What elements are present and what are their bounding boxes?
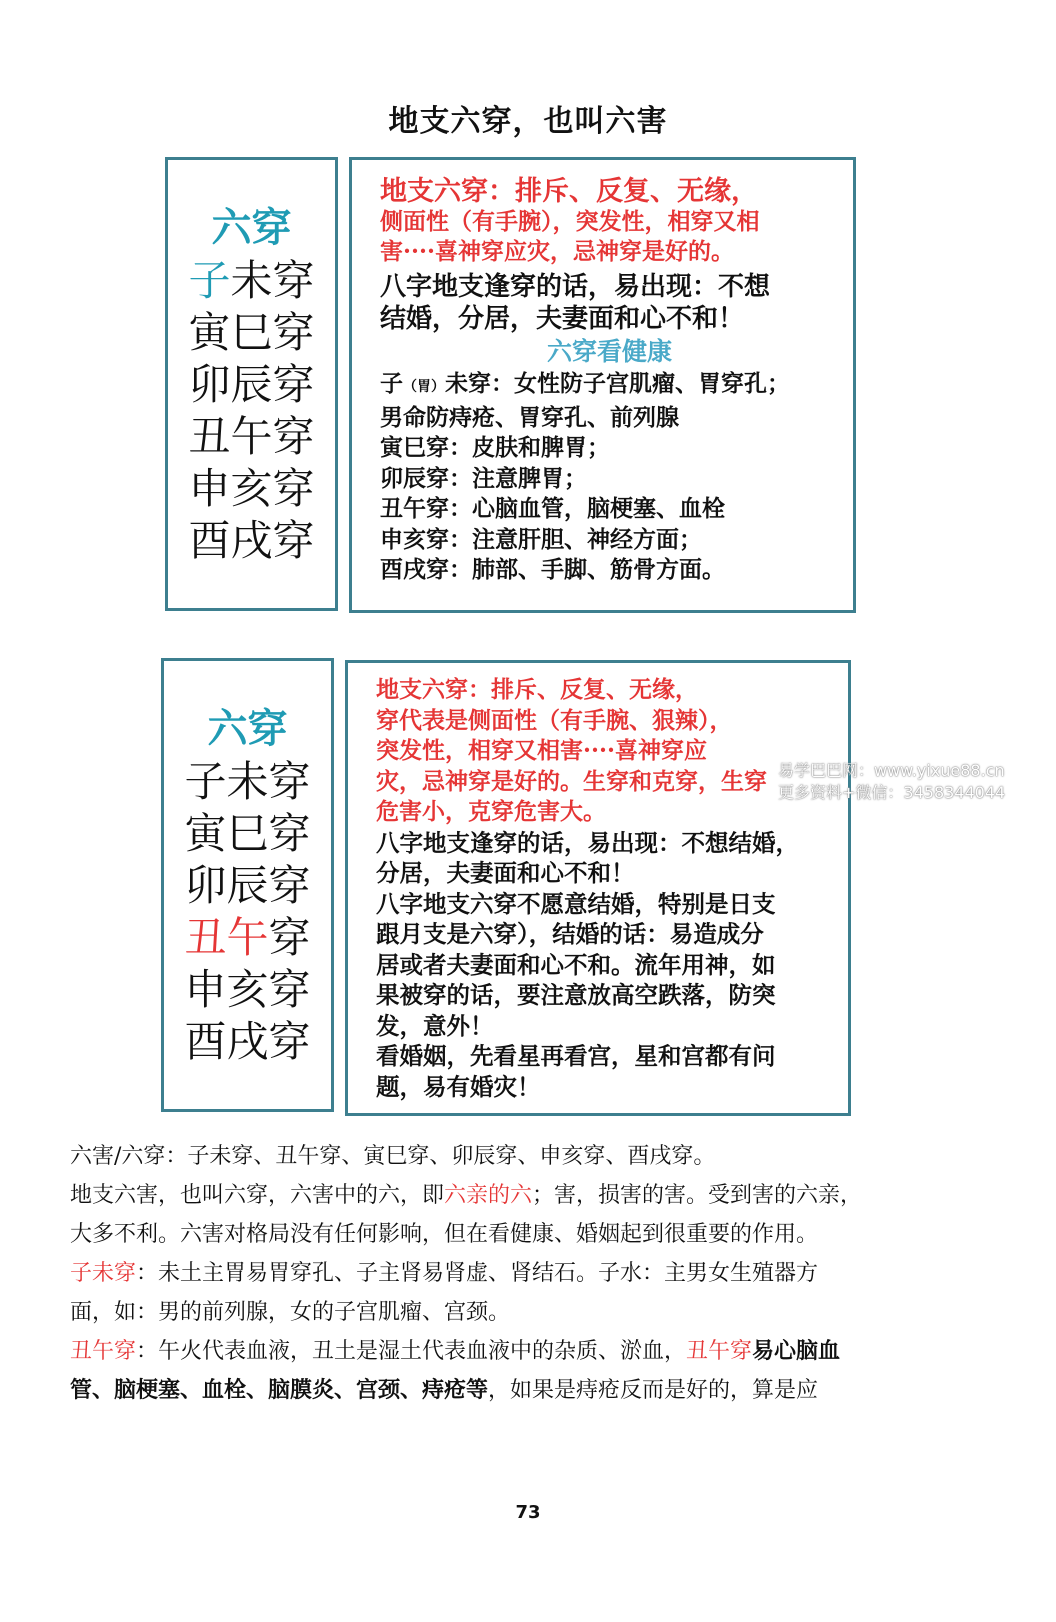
list-item: 卯辰穿 <box>188 360 315 409</box>
list-item: 丑午穿 <box>188 412 315 461</box>
list-item: 申亥穿 <box>184 965 311 1014</box>
marriage-note: 题，易有婚灾！ <box>376 1072 541 1101</box>
health-line: 卯辰穿：注意脾胃； <box>380 464 587 492</box>
health-line: 男命防痔疮、胃穿孔、前列腺 <box>380 403 679 431</box>
list-item: 子未穿 <box>188 256 315 305</box>
marriage-note: 果被穿的话，要注意放高空跌落，防突 <box>376 981 776 1009</box>
marriage-note: 八字地支逢穿的话，易出现：不想 <box>380 272 771 302</box>
paragraph: 面，如：男的前列腺，女的子宫肌瘤、宫颈。 <box>70 1300 511 1325</box>
definition-line: 地支六穿：排斥、反复、无缘， <box>380 176 758 207</box>
paragraph: 大多不利。六害对格局没有任何影响，但在看健康、婚姻起到很重要的作用。 <box>70 1222 819 1247</box>
paragraph: 地支六害，也叫六穿，六害中的六，即六亲的六；害，损害的害。受到害的六亲， <box>70 1183 863 1208</box>
list-item: 寅巳穿 <box>184 809 311 858</box>
paragraph: 子未穿：未土主胃易胃穿孔、子主肾易肾虚、肾结石。子水：主男女生殖器方 <box>70 1261 819 1286</box>
health-line: 酉戌穿：肺部、手脚、筋骨方面。 <box>380 556 725 583</box>
page-number: 73 <box>515 1502 541 1523</box>
health-subheading: 六穿看健康 <box>546 337 672 366</box>
marriage-note: 结婚，分居，夫妻面和心不和！ <box>380 304 745 334</box>
page-title: 地支六穿，也叫六害 <box>388 104 668 139</box>
list-item: 丑午穿 <box>184 913 311 962</box>
definition-line: 害····喜神穿应灾，忌神穿是好的。 <box>380 238 735 265</box>
definition-line: 灾，忌神穿是好的。生穿和克穿，生穿 <box>376 767 767 795</box>
definition-line: 侧面性（有手腕），突发性，相穿又相 <box>380 208 760 235</box>
marriage-note: 八字地支六穿不愿意结婚，特别是日支 <box>376 889 776 918</box>
watermark: 易学巴巴网：www.yixue88.cn 更多资料+微信：3458344044 <box>778 761 1006 802</box>
list-item: 申亥穿 <box>188 464 315 513</box>
list-item: 酉戌穿 <box>188 516 315 565</box>
list-heading: 六穿 <box>211 204 292 251</box>
marriage-note: 八字地支逢穿的话，易出现：不想结婚， <box>376 828 799 857</box>
six-clash-description-box-2 <box>345 660 851 1116</box>
marriage-note: 居或者夫妻面和心不和。流年用神，如 <box>376 950 776 979</box>
paragraph: 丑午穿：午火代表血液，丑土是湿土代表血液中的杂质、淤血，丑午穿易心脑血 <box>70 1338 841 1364</box>
list-heading: 六穿 <box>207 705 288 752</box>
paragraph: 六害/六穿：子未穿、丑午穿、寅巳穿、卯辰穿、申亥穿、酉戌穿。 <box>70 1144 716 1169</box>
definition-line: 穿代表是侧面性（有手腕、狠辣）， <box>376 706 733 734</box>
marriage-note: 分居，夫妻面和心不和！ <box>376 859 635 887</box>
six-clash-list-box-1 <box>165 157 338 611</box>
health-line: 子（胃）未穿：女性防子宫肌瘤、胃穿孔； <box>380 370 790 397</box>
definition-line: 危害小，克穿危害大。 <box>376 798 606 825</box>
marriage-note: 跟月支是六穿），结婚的话：易造成分 <box>376 920 764 948</box>
marriage-note: 看婚姻，先看星再看宫，星和宫都有问 <box>376 1042 776 1070</box>
health-line: 丑午穿：心脑血管，脑梗塞、血栓 <box>380 495 725 522</box>
health-line: 寅巳穿：皮肤和脾胃； <box>380 434 610 461</box>
health-line: 申亥穿：注意肝胆、神经方面； <box>380 525 702 553</box>
paragraph: 管、脑梗塞、血栓、脑膜炎、宫颈、痔疮等，如果是痔疮反而是好的，算是应 <box>70 1377 819 1403</box>
list-item: 子未穿 <box>184 757 311 806</box>
list-item: 卯辰穿 <box>184 861 311 910</box>
six-clash-list-box-2 <box>161 658 334 1112</box>
list-item: 寅巳穿 <box>188 308 315 357</box>
list-item: 酉戌穿 <box>184 1017 311 1066</box>
body-text <box>70 1137 940 1410</box>
definition-line: 突发性，相穿又相害····喜神穿应 <box>376 737 708 764</box>
six-clash-description-box-1 <box>349 157 856 613</box>
definition-line: 地支六穿：排斥、反复、无缘， <box>376 676 698 703</box>
marriage-note: 发，意外！ <box>376 1011 494 1040</box>
